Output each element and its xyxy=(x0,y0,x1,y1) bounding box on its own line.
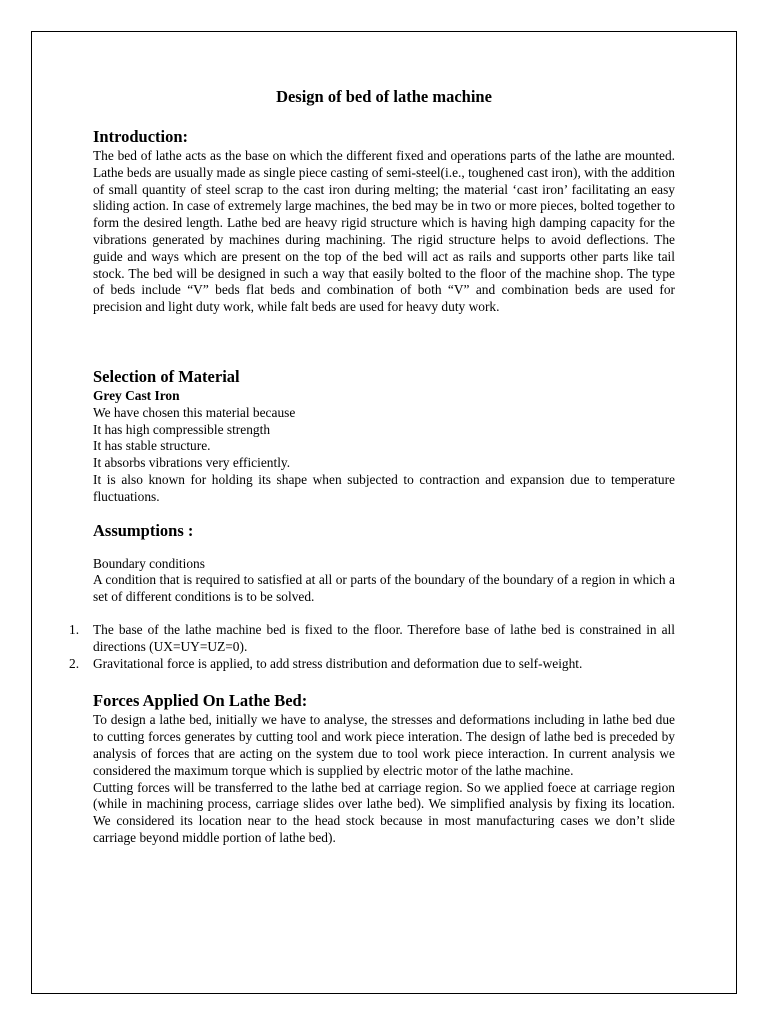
forces-paragraph: To design a lathe bed, initially we have to analyse, the stresses and deformations including in lathe bed due to cutting forces generates by cutting tool and work piece interation. The design of lathe bed is preceded by analysis of forces that are acting on the system due to tool work piece interaction. In current analysis we considered the maximum torque which is supplied by electric motor of the lathe machine. xyxy=(93,712,675,778)
assumptions-sublabel: Boundary conditions xyxy=(93,555,205,571)
material-last-paragraph: It is also known for holding its shape when subjected to contraction and expansion due to temperature fluctuations. xyxy=(93,471,675,504)
document-content xyxy=(69,86,675,847)
document-title: Design of bed of lathe machine xyxy=(276,87,492,106)
material-subheading: Grey Cast Iron xyxy=(93,387,180,403)
assumptions-list xyxy=(69,621,675,672)
assumptions-body: A condition that is required to satisfied at all or parts of the boundary of the boundary of a region in which a set of different conditions is to be solved. xyxy=(93,572,675,605)
material-heading: Selection of Material xyxy=(93,366,240,386)
list-item xyxy=(69,621,675,656)
list-item-number: 1. xyxy=(69,621,80,637)
assumptions-heading: Assumptions : xyxy=(93,520,194,540)
material-section xyxy=(93,366,675,506)
forces-heading: Forces Applied On Lathe Bed: xyxy=(93,691,308,711)
list-item xyxy=(69,655,675,673)
material-line: It has stable structure. xyxy=(93,438,211,454)
list-item-text: The base of the lathe machine bed is fixed to the floor. Therefore base of lathe bed is constrained in all directions (UX=UY=UZ=0). xyxy=(93,621,675,654)
material-line: We have chosen this material because xyxy=(93,404,296,420)
introduction-section xyxy=(93,126,675,316)
list-item-number: 2. xyxy=(69,655,80,671)
list-item-text: Gravitational force is applied, to add stress distribution and deformation due to self-weight. xyxy=(93,655,583,671)
assumptions-section xyxy=(69,520,675,673)
material-line: It has high compressible strength xyxy=(93,421,271,437)
forces-section xyxy=(93,690,675,846)
material-line: It absorbs vibrations very efficiently. xyxy=(93,455,291,471)
introduction-heading: Introduction: xyxy=(93,127,189,146)
forces-paragraph: Cutting forces will be transferred to the lathe bed at carriage region. So we applied foece at carriage region (while in machining process, carriage slides over lathe bed). We simplified analysis by fixing its location. We considered its location near to the head stock because in most manufacturing cases we don’t slide carriage beyond middle portion of lathe bed). xyxy=(93,779,675,845)
introduction-body: The bed of lathe acts as the base on which the different fixed and operations parts of the lathe are mounted. Lathe beds are usually made as single piece casting of semi-steel(i.e., toughened cast iron), with the addition of small quantity of steel scrap to the cast iron during melting; the material ‘cast iron’ facilitating an easy sliding action. In case of extremely large machines, the bed may be in two or more pieces, bolted together to form the desired length. Lathe bed are heavy rigid structure which is having high damping capacity for the vibrations generated by machines during machining. The rigid structure helps to avoid deflections. The guide and ways which are present on the top of the bed will act as rails and supports other parts like tail stock. The bed will be designed in such a way that easily bolted to the floor of the machine shop. The type of beds include “V” beds flat beds and combination of both “V” and combination beds are used for precision and light duty work, while falt beds are used for heavy duty work. xyxy=(93,148,675,315)
